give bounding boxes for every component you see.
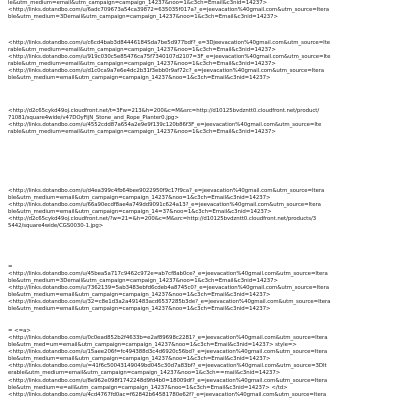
text-line: ble&utm_medium=e=ail&utm_campaign=campaign_14237&noo=1&c3ch=Email&c3nid=14237> </td> [8, 385, 288, 391]
text-line: <http://d2c65cykd49oj.cloudfront.net/t=3Fw=213&h=200&c=M&src=http://d10125bvdzntt0.cloudfront.net/product/ [8, 108, 320, 114]
text-line: = <=a> [8, 328, 31, 334]
text-line: le&utm_medium=email&utm_campaign=campaign_14237&noo=1&c3ch=Email&c3nid=14237> [8, 0, 268, 6]
text-line: ble&utm_medium=email&utm_campaign=campaign_14237&noo=1&c3ch=Email&c3nid=14237> [8, 75, 271, 81]
text-line: <http://links.dotandbo.com/u/4552cdd87a654a2e9e9f139c120b86f3F_e=jeevacation%40gmail.com&utm_source=Ite [8, 122, 322, 128]
text-line: erable&utm_medium=email&utm_campaign=campaign_14237&noo=1&c3ch==mail&c3nid=14237> [8, 370, 281, 376]
text-line: <http://links.dotandbo.com/u/15aee206f=fc494388d3c4d6920c56bd?_e=jeevacation%40gmail.com&utm_source=Itera [8, 349, 328, 355]
text-line: ble&utm_medium=3Demail&utm_campaign=campaign_14237&noo=1&c3ch=Email&c3nid=14237> [8, 14, 278, 20]
text-line: <http://links.dotandbo.com/u/4cd4767fd0ac=f62842b64581780e62f?_e=jeevacation%40gmail.com&utm_source=Itera [8, 392, 327, 398]
text-line: <http://links.dotandbo.com/u/c6cd4bab3d84446184Sda7be5d977bdf?_e=3Djeevacation%40gmail.com&utm_source=Ite [8, 40, 331, 46]
text-line: <http://links.dotandbo.com/u/=41f6c50043149049bd045c30d7a83bf?_e=jeevacation%40gmail.com&utm_source=3DIt [8, 363, 327, 369]
text-block [8, 264, 330, 313]
text-line: ble&utm_medium=email&utm_campaign=campaign_14237&noo=1&c3ch=Email&c3nid=14237> [8, 306, 271, 312]
text-line: <http://links.dotandbo.com/u/7362139=5ab3483ebfd6cdeb4a8745c0?_e=jeevacation%40gmail.com&utm_source=Itera [8, 285, 329, 291]
text-block [8, 188, 324, 230]
text-block [8, 0, 329, 21]
text-line: ble&utm_med=um=email&utm_campaign=campaign_14237&noo=1&c3ch=Email&c3nid=14237> style=> [8, 342, 297, 348]
text-line: ble&utm_medium=3Demail&utm_campaign=campaign_14237&noo=1&c3ch=Email&c3nid=14237> [8, 278, 278, 284]
text-line: ble&utm_medium=email&utm_campaign=campaign_14237&noo=1&c3ch=Email&c3nid=14237> [8, 292, 271, 298]
text-line: <http://links.dotandbo.com/u/32=c8e1d3a2a491483acd6537285b3de?_e=jeevacation%40gmail.com&utm_source=Itera [8, 299, 331, 305]
text-line: ble&utm_medium=email&utm_campaign=campaign_14237&noo=1&c3ch=Email&c3nid=14237> [8, 356, 271, 362]
text-line: <http://links.dotandbo.com/u/0c0ead852b2f4633b=e2af89698c2281?_e=jeevacation%40gmail.com&utm_source=Itera [8, 335, 328, 341]
text-line: <http://links.dotandbo.com/u/d1c0ca9a7e6e4dc2b31f3ebb0r9af72c?_e=jeevacation%40gmail.com&utm_source=Itera [8, 68, 324, 74]
text-line: <http://links.dotandbo.com/u/919c030c5e85476ca75f7340107d2107=3F_e=jeevacation%40gmail.com&utm_source=Ite [8, 54, 331, 60]
text-line: 5442/square4wide/CGS0030-1.jpg> [8, 223, 104, 229]
text-block [8, 328, 327, 377]
text-line: <http://links.dotandbo.com/u/d4ea399c4fb64bee9022950f9c17f9ca?_e=jeevacation%40gmail.com&utm_source=Itera [8, 188, 325, 194]
text-line: = [8, 264, 13, 270]
text-line: rable&utm_medium=email&utm_campaign=campaign_14237&noo=1&c3ch=Email&c3nid=14237> [8, 61, 276, 67]
text-line: <http://d2c65cykd49oj.cloudfront.net/?w=21=&h=200&c=M&src=http://d10125bvdzntt0.cloudfront.net/products/3 [8, 216, 317, 222]
text-line: <http://links.dotandbo.com/u/8e962e098f1742248d9fd4b0=18009df?_e=jeevacation%40gmail.com&utm_source=Itera [8, 378, 328, 384]
text-line: <http://links.dotandbo.com/u/6adc709673a54ca39872=635035f017a?_e=jeevacation%40gmail.com&utm_source=Itera [8, 7, 329, 13]
text-line: ble&utm_medium=email&utm_campaign=campaign_14237&noo=1&c3ch=Email&c3nid=14237> [8, 195, 271, 201]
text-line: ble&utm_medium=email&utm_campaign=campaign_14=37&noo=1&c3ch=Email&c3nid=14237> [8, 209, 272, 215]
text-block [8, 378, 327, 399]
text-line: rable&utm_medium=email&utm_campaign=campaign_14237&noo=1&c3ch=Email&c3nid=14237> [8, 47, 276, 53]
text-block [8, 40, 330, 82]
text-line: <http://links.dotandbo.com/u/66a90ecdf8ae4a749dd9091c624a13?_e=jeevacation%40gmail.com&utm_source=Itera [8, 202, 321, 208]
text-line: <http://links.dotandbo.com/u/45bea5a717c9462c972e=ab7cf8ab0ce?_e=jeevacation%40gmail.com&utm_source=Itera [8, 271, 328, 277]
text-line: rable&utm_medium=email&utm_campaign=campaign_14237&noo=1&c3ch=Email&c3nid=14237> [8, 129, 276, 135]
text-line: 71081/square4wide/v47DOyFijN_Stone_and_Rope_Planter0.jpg> [8, 115, 179, 121]
text-block [8, 108, 321, 136]
